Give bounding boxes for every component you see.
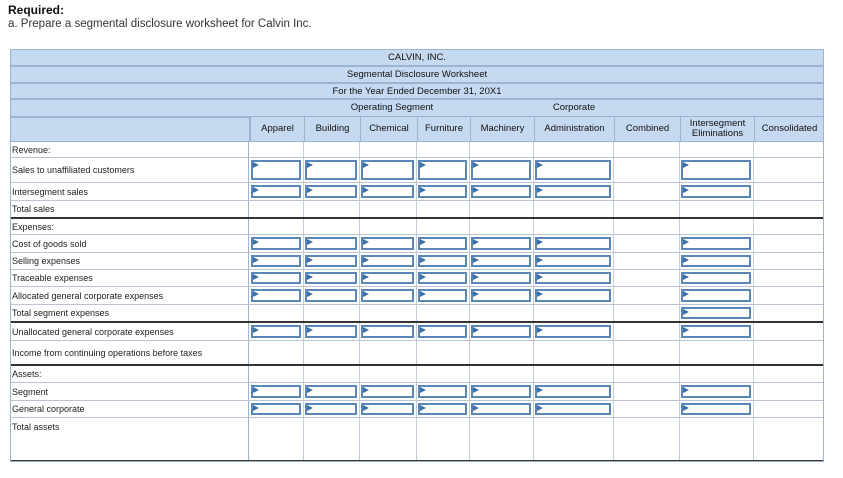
table-cell [360, 341, 417, 364]
table-row [10, 305, 824, 323]
worksheet-input-administration[interactable] [535, 385, 611, 398]
table-cell [680, 305, 754, 321]
table-cell [470, 235, 534, 252]
column-header-chemical: Chemical [360, 117, 417, 142]
table-cell [470, 305, 534, 321]
column-header-apparel: Apparel [250, 117, 304, 142]
table-row [10, 366, 824, 383]
table-row [10, 401, 824, 418]
table-cell [417, 305, 470, 321]
row-label: Segment [11, 383, 249, 400]
table-cell [417, 201, 470, 217]
table-cell [250, 253, 304, 269]
worksheet-input-chemical[interactable] [361, 385, 414, 398]
worksheet-input-furniture[interactable] [418, 325, 467, 338]
worksheet-input-building[interactable] [305, 403, 357, 415]
table-cell [754, 201, 824, 217]
table-cell [417, 142, 470, 157]
worksheet-input-furniture[interactable] [418, 289, 467, 302]
row-label: Sales to unaffiliated customers [11, 158, 249, 182]
table-row [10, 270, 824, 287]
table-cell [304, 253, 360, 269]
instruction-text: a. Prepare a segmental disclosure worksheet for Calvin Inc. [8, 18, 312, 30]
worksheet-input-building[interactable] [305, 325, 357, 338]
table-cell [417, 158, 470, 182]
column-header-furniture: Furniture [417, 117, 470, 142]
worksheet-input-intersegment-eliminations[interactable] [681, 255, 751, 267]
row-label: Expenses: [11, 219, 249, 234]
worksheet-period: For the Year Ended December 31, 20X1 [332, 86, 502, 97]
table-cell [754, 418, 824, 460]
table-cell [304, 270, 360, 286]
table-cell [680, 323, 754, 340]
table-cell [417, 401, 470, 417]
worksheet-input-building[interactable] [305, 255, 357, 267]
table-cell [360, 366, 417, 382]
worksheet-input-machinery[interactable] [471, 272, 531, 284]
table-cell [614, 183, 680, 200]
table-cell [754, 142, 824, 157]
table-cell [360, 183, 417, 200]
table-cell [614, 323, 680, 340]
table-cell [754, 287, 824, 304]
row-label: Total sales [11, 201, 249, 217]
table-cell [470, 219, 534, 234]
worksheet-input-chemical[interactable] [361, 325, 414, 338]
table-cell [680, 287, 754, 304]
worksheet-input-furniture[interactable] [418, 160, 467, 180]
worksheet-input-machinery[interactable] [471, 403, 531, 415]
table-cell [680, 235, 754, 252]
table-cell [754, 305, 824, 321]
table-row [10, 158, 824, 183]
worksheet-input-administration[interactable] [535, 160, 611, 180]
table-row [10, 142, 824, 158]
row-label: Intersegment sales [11, 183, 249, 200]
worksheet-input-administration[interactable] [535, 325, 611, 338]
table-cell [470, 383, 534, 400]
worksheet-input-administration[interactable] [535, 403, 611, 415]
table-cell [680, 418, 754, 460]
table-cell [534, 401, 614, 417]
worksheet-input-building[interactable] [305, 185, 357, 198]
table-cell [417, 287, 470, 304]
table-cell [614, 366, 680, 382]
table-cell [534, 158, 614, 182]
worksheet-input-intersegment-eliminations[interactable] [681, 160, 751, 180]
table-cell [470, 201, 534, 217]
row-label: Total assets [11, 418, 249, 460]
table-cell [250, 418, 304, 460]
table-cell [614, 305, 680, 321]
table-cell [417, 183, 470, 200]
column-header-machinery: Machinery [470, 117, 534, 142]
worksheet-input-chemical[interactable] [361, 255, 414, 267]
table-cell [360, 401, 417, 417]
worksheet-input-apparel[interactable] [251, 272, 301, 284]
table-cell [680, 201, 754, 217]
worksheet-input-intersegment-eliminations[interactable] [681, 185, 751, 198]
table-cell [754, 383, 824, 400]
table-cell [680, 401, 754, 417]
table-cell [304, 142, 360, 157]
table-cell [754, 270, 824, 286]
worksheet-input-machinery[interactable] [471, 385, 531, 398]
table-cell [534, 418, 614, 460]
worksheet-input-apparel[interactable] [251, 385, 301, 398]
worksheet-input-chemical[interactable] [361, 237, 414, 250]
worksheet-input-building[interactable] [305, 160, 357, 180]
table-cell [250, 183, 304, 200]
table-cell [614, 253, 680, 269]
table-cell [360, 235, 417, 252]
table-cell [534, 235, 614, 252]
table-cell [614, 341, 680, 364]
table-cell [250, 383, 304, 400]
worksheet [10, 49, 824, 462]
worksheet-input-building[interactable] [305, 289, 357, 302]
table-row [10, 235, 824, 253]
table-row [10, 201, 824, 219]
worksheet-input-chemical[interactable] [361, 160, 414, 180]
row-label: General corporate [11, 401, 249, 417]
table-cell [360, 270, 417, 286]
group-operating-segment: Operating Segment [350, 102, 434, 113]
table-cell [754, 183, 824, 200]
table-cell [470, 287, 534, 304]
worksheet-input-furniture[interactable] [418, 403, 467, 415]
table-cell [534, 219, 614, 234]
worksheet-input-intersegment-eliminations[interactable] [681, 325, 751, 338]
table-cell [304, 418, 360, 460]
table-cell [534, 341, 614, 364]
worksheet-input-administration[interactable] [535, 255, 611, 267]
table-cell [470, 253, 534, 269]
table-cell [250, 201, 304, 217]
row-label: Income from continuing operations before taxes [11, 341, 249, 364]
table-cell [250, 341, 304, 364]
table-cell [754, 341, 824, 364]
worksheet-input-intersegment-eliminations[interactable] [681, 385, 751, 398]
table-cell [680, 158, 754, 182]
table-row [10, 341, 824, 366]
table-cell [534, 183, 614, 200]
worksheet-input-machinery[interactable] [471, 237, 531, 250]
table-cell [534, 383, 614, 400]
worksheet-input-building[interactable] [305, 237, 357, 250]
worksheet-input-chemical[interactable] [361, 185, 414, 198]
table-cell [360, 253, 417, 269]
table-cell [614, 383, 680, 400]
table-cell [304, 219, 360, 234]
title-band [10, 66, 824, 83]
table-row [10, 253, 824, 270]
table-cell [534, 366, 614, 382]
worksheet-input-intersegment-eliminations[interactable] [681, 272, 751, 284]
column-header-consolidated: Consolidated [754, 117, 824, 142]
table-cell [680, 270, 754, 286]
table-cell [417, 235, 470, 252]
table-cell [417, 366, 470, 382]
column-header-building: Building [304, 117, 360, 142]
table-cell [754, 235, 824, 252]
worksheet-input-apparel[interactable] [251, 325, 301, 338]
table-cell [534, 305, 614, 321]
header-label-column [10, 117, 250, 142]
worksheet-input-apparel[interactable] [251, 289, 301, 302]
worksheet-input-chemical[interactable] [361, 272, 414, 284]
table-cell [470, 270, 534, 286]
table-cell [304, 183, 360, 200]
table-cell [304, 341, 360, 364]
table-cell [680, 142, 754, 157]
table-cell [754, 323, 824, 340]
table-cell [614, 270, 680, 286]
table-cell [470, 366, 534, 382]
table-cell [754, 366, 824, 382]
worksheet-input-furniture[interactable] [418, 185, 467, 198]
worksheet-input-chemical[interactable] [361, 289, 414, 302]
table-cell [304, 366, 360, 382]
table-cell [250, 366, 304, 382]
table-cell [754, 158, 824, 182]
worksheet-input-administration[interactable] [535, 289, 611, 302]
table-cell [250, 142, 304, 157]
table-cell [304, 401, 360, 417]
table-cell [250, 270, 304, 286]
column-header-intersegment-eliminations: Intersegment Eliminations [680, 117, 754, 142]
table-cell [614, 287, 680, 304]
table-cell [360, 323, 417, 340]
table-cell [680, 341, 754, 364]
table-cell [470, 341, 534, 364]
table-cell [360, 158, 417, 182]
worksheet-input-furniture[interactable] [418, 237, 467, 250]
table-cell [680, 219, 754, 234]
table-cell [304, 383, 360, 400]
table-cell [614, 418, 680, 460]
table-cell [417, 418, 470, 460]
worksheet-input-intersegment-eliminations[interactable] [681, 403, 751, 415]
required-label: Required: [8, 3, 65, 17]
table-cell [470, 158, 534, 182]
table-cell [614, 142, 680, 157]
row-label: Allocated general corporate expenses [11, 287, 249, 304]
table-row [10, 418, 824, 462]
table-cell [417, 323, 470, 340]
worksheet-input-apparel[interactable] [251, 160, 301, 180]
table-cell [614, 201, 680, 217]
table-cell [470, 323, 534, 340]
table-cell [250, 305, 304, 321]
table-cell [304, 305, 360, 321]
worksheet-input-furniture[interactable] [418, 385, 467, 398]
worksheet-input-administration[interactable] [535, 272, 611, 284]
table-cell [360, 418, 417, 460]
table-row [10, 287, 824, 305]
worksheet-input-chemical[interactable] [361, 403, 414, 415]
table-cell [470, 401, 534, 417]
table-cell [360, 201, 417, 217]
table-cell [470, 418, 534, 460]
table-cell [304, 201, 360, 217]
table-cell [534, 142, 614, 157]
worksheet-input-administration[interactable] [535, 185, 611, 198]
company-name: CALVIN, INC. [388, 52, 446, 63]
table-cell [417, 270, 470, 286]
table-cell [360, 383, 417, 400]
worksheet-input-intersegment-eliminations[interactable] [681, 307, 751, 319]
table-cell [680, 183, 754, 200]
column-header-administration: Administration [534, 117, 614, 142]
column-header-combined: Combined [614, 117, 680, 142]
table-cell [360, 142, 417, 157]
table-cell [417, 341, 470, 364]
table-row [10, 183, 824, 201]
worksheet-input-machinery[interactable] [471, 289, 531, 302]
row-label: Total segment expenses [11, 305, 249, 321]
table-cell [680, 383, 754, 400]
table-cell [614, 401, 680, 417]
row-label: Unallocated general corporate expenses [11, 323, 249, 340]
table-row [10, 323, 824, 341]
row-label: Assets: [11, 366, 249, 382]
table-cell [754, 253, 824, 269]
company-band [10, 49, 824, 66]
table-cell [614, 219, 680, 234]
worksheet-input-building[interactable] [305, 385, 357, 398]
table-cell [360, 287, 417, 304]
table-cell [250, 323, 304, 340]
table-cell [534, 270, 614, 286]
worksheet-input-administration[interactable] [535, 237, 611, 250]
table-cell [360, 305, 417, 321]
table-cell [754, 401, 824, 417]
table-cell [470, 183, 534, 200]
table-cell [304, 323, 360, 340]
table-cell [417, 383, 470, 400]
table-cell [534, 201, 614, 217]
table-cell [417, 253, 470, 269]
table-cell [470, 142, 534, 157]
row-label: Cost of goods sold [11, 235, 249, 252]
table-cell [250, 235, 304, 252]
table-cell [534, 287, 614, 304]
worksheet-input-intersegment-eliminations[interactable] [681, 237, 751, 250]
row-label: Selling expenses [11, 253, 249, 269]
table-cell [680, 366, 754, 382]
row-label: Traceable expenses [11, 270, 249, 286]
worksheet-input-furniture[interactable] [418, 272, 467, 284]
worksheet-input-apparel[interactable] [251, 185, 301, 198]
worksheet-input-apparel[interactable] [251, 237, 301, 250]
worksheet-title: Segmental Disclosure Worksheet [346, 69, 488, 80]
table-cell [250, 287, 304, 304]
worksheet-input-machinery[interactable] [471, 160, 531, 180]
table-row [10, 219, 824, 235]
table-cell [680, 253, 754, 269]
worksheet-input-machinery[interactable] [471, 255, 531, 267]
worksheet-input-furniture[interactable] [418, 255, 467, 267]
table-cell [534, 253, 614, 269]
table-cell [304, 287, 360, 304]
worksheet-input-machinery[interactable] [471, 325, 531, 338]
table-cell [417, 219, 470, 234]
table-cell [304, 158, 360, 182]
worksheet-input-machinery[interactable] [471, 185, 531, 198]
worksheet-input-intersegment-eliminations[interactable] [681, 289, 751, 302]
table-cell [360, 219, 417, 234]
worksheet-input-apparel[interactable] [251, 403, 301, 415]
table-cell [250, 158, 304, 182]
table-cell [250, 219, 304, 234]
row-label: Revenue: [11, 142, 249, 157]
table-cell [304, 235, 360, 252]
group-corporate: Corporate [552, 102, 596, 113]
table-row [10, 383, 824, 401]
table-cell [614, 235, 680, 252]
table-cell [754, 219, 824, 234]
table-cell [250, 401, 304, 417]
period-band [10, 83, 824, 99]
worksheet-input-building[interactable] [305, 272, 357, 284]
table-cell [534, 323, 614, 340]
table-cell [614, 158, 680, 182]
worksheet-input-apparel[interactable] [251, 255, 301, 267]
